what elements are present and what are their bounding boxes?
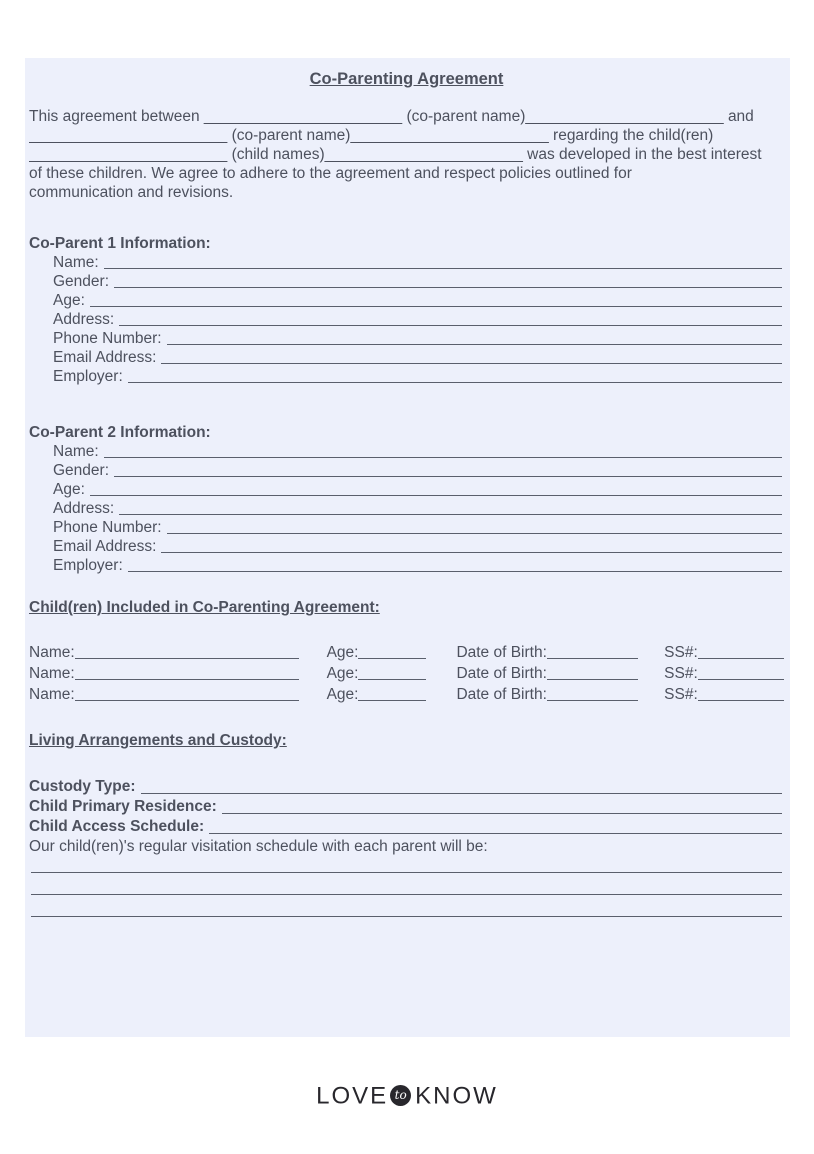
child-name-label: Name: xyxy=(29,644,75,661)
blank-line xyxy=(698,663,784,680)
blank-line xyxy=(167,518,782,534)
blank-line xyxy=(547,684,638,701)
logo-to-badge-icon: to xyxy=(390,1085,411,1106)
visitation-schedule-text: Our child(ren)'s regular visitation schedule with each parent will be: xyxy=(29,838,488,855)
child-dob-cell xyxy=(456,663,638,684)
field-row-phone xyxy=(29,329,784,348)
field-row-name xyxy=(29,253,784,272)
blank-line xyxy=(104,442,782,458)
child-age-label: Age: xyxy=(326,644,359,661)
logo-know-text: KNOW xyxy=(415,1082,498,1110)
field-label: Name: xyxy=(53,254,99,271)
field-row-custody-type xyxy=(29,777,784,797)
intro-line: communication and revisions. xyxy=(29,184,234,201)
field-label: Gender: xyxy=(53,462,110,479)
blank-line xyxy=(161,348,782,364)
blank-line xyxy=(698,642,784,659)
field-label: Address: xyxy=(53,311,115,328)
intro-line: _______________________ (child names)_______________________ was developed in the best interest xyxy=(29,146,762,163)
field-label: Gender: xyxy=(53,273,110,290)
child-name-label: Name: xyxy=(29,665,75,682)
blank-line xyxy=(75,642,299,659)
blank-line xyxy=(358,663,426,680)
field-label: Phone Number: xyxy=(53,330,162,347)
child-ssn-label: SS#: xyxy=(664,665,698,682)
field-label: Custody Type: xyxy=(29,778,136,795)
blank-line xyxy=(161,537,782,553)
blank-line xyxy=(104,253,782,269)
field-label: Child Access Schedule: xyxy=(29,818,205,835)
blank-line xyxy=(209,817,782,834)
blank-line xyxy=(90,291,782,307)
field-label: Employer: xyxy=(53,557,123,574)
field-row-employer xyxy=(29,556,784,575)
blank-line xyxy=(114,272,782,288)
blank-line xyxy=(90,480,782,496)
field-row-age xyxy=(29,291,784,310)
blank-line xyxy=(128,556,782,572)
field-row-address xyxy=(29,499,784,518)
field-row-address xyxy=(29,310,784,329)
blank-line xyxy=(547,642,638,659)
field-row-access-schedule xyxy=(29,817,784,837)
blank-line xyxy=(141,777,783,794)
blank-line xyxy=(31,873,782,895)
blank-line xyxy=(31,895,782,917)
blank-line xyxy=(119,499,782,515)
field-label: Age: xyxy=(53,481,85,498)
blank-line xyxy=(222,797,782,814)
child-dob-label: Date of Birth: xyxy=(456,686,547,703)
blank-line xyxy=(167,329,782,345)
field-label: Child Primary Residence: xyxy=(29,798,217,815)
field-label: Email Address: xyxy=(53,349,157,366)
blank-line xyxy=(698,684,784,701)
field-row-age xyxy=(29,480,784,499)
coparent1-heading: Co-Parent 1 Information: xyxy=(29,235,211,252)
child-row xyxy=(29,642,784,663)
lovetoknow-logo[interactable] xyxy=(0,1084,814,1109)
child-dob-cell xyxy=(456,684,638,705)
blank-line xyxy=(31,857,782,873)
blank-line xyxy=(128,367,782,383)
intro-line: of these children. We agree to adhere to the agreement and respect policies outlined for xyxy=(29,165,632,182)
blank-line xyxy=(547,663,638,680)
custody-section-heading: Living Arrangements and Custody: xyxy=(29,732,287,749)
field-label: Address: xyxy=(53,500,115,517)
field-row-employer xyxy=(29,367,784,386)
field-row-primary-residence xyxy=(29,797,784,817)
child-ssn-cell xyxy=(664,642,784,663)
children-table xyxy=(29,642,784,705)
child-dob-cell xyxy=(456,642,638,663)
child-age-cell xyxy=(327,684,427,705)
field-label: Phone Number: xyxy=(53,519,162,536)
blank-line xyxy=(358,642,426,659)
field-label: Name: xyxy=(53,443,99,460)
child-name-cell xyxy=(29,642,299,663)
child-name-label: Name: xyxy=(29,686,75,703)
child-age-cell xyxy=(327,642,427,663)
child-name-cell xyxy=(29,684,299,705)
field-row-phone xyxy=(29,518,784,537)
blank-line xyxy=(119,310,782,326)
child-age-cell xyxy=(327,663,427,684)
agreement-document xyxy=(25,58,790,1037)
child-ssn-label: SS#: xyxy=(664,644,698,661)
child-age-label: Age: xyxy=(326,686,359,703)
custody-fields xyxy=(29,777,784,917)
field-label: Age: xyxy=(53,292,85,309)
field-row-gender xyxy=(29,272,784,291)
child-ssn-cell xyxy=(664,684,784,705)
field-row-email xyxy=(29,537,784,556)
children-section-heading: Child(ren) Included in Co-Parenting Agreement: xyxy=(29,599,380,616)
intro-line: _______________________ (co-parent name)_______________________ regarding the child(ren) xyxy=(29,127,714,144)
field-label: Employer: xyxy=(53,368,123,385)
child-age-label: Age: xyxy=(326,665,359,682)
field-row-gender xyxy=(29,461,784,480)
document-title: Co-Parenting Agreement xyxy=(309,70,504,88)
child-ssn-cell xyxy=(664,663,784,684)
logo-love-text: LOVE xyxy=(316,1082,389,1110)
blank-line xyxy=(358,684,426,701)
child-dob-label: Date of Birth: xyxy=(456,665,547,682)
child-row xyxy=(29,684,784,705)
coparent2-heading: Co-Parent 2 Information: xyxy=(29,424,211,441)
child-dob-label: Date of Birth: xyxy=(456,644,547,661)
field-row-name xyxy=(29,442,784,461)
intro-paragraph xyxy=(29,107,784,202)
blank-line xyxy=(75,684,299,701)
field-row-email xyxy=(29,348,784,367)
coparent2-fields xyxy=(29,442,784,575)
coparent1-fields xyxy=(29,253,784,386)
child-ssn-label: SS#: xyxy=(664,686,698,703)
field-label: Email Address: xyxy=(53,538,157,555)
child-row xyxy=(29,663,784,684)
blank-line xyxy=(75,663,299,680)
intro-line: This agreement between _______________________ (co-parent name)_______________________ and xyxy=(29,108,754,125)
child-name-cell xyxy=(29,663,299,684)
blank-line xyxy=(114,461,782,477)
